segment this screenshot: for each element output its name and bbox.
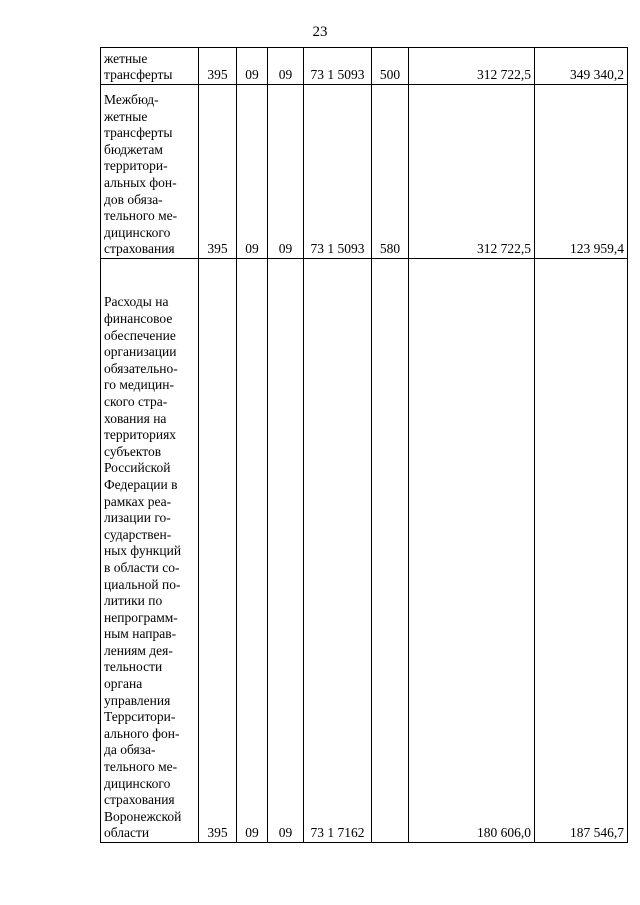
grbs-cell: 395 bbox=[199, 259, 237, 843]
subsection-cell: 09 bbox=[268, 48, 304, 85]
budget-table bbox=[100, 47, 628, 843]
row-description: Расходы на финансовое обеспечение организации обязательно- го медицин- ского стра- хования на территориях субъектов Российской Федерации в рамках реа- лизации го- сударствен- ных функций в области со- циальной по- литики по непрограмм- ным направ- лениям дея- тельности органа управления Террситори- ального фон- да обяза- тельного ме- дицинского страхования Воронежской области bbox=[101, 259, 199, 843]
target-article-cell: 73 1 7162 bbox=[304, 259, 372, 843]
target-article-cell: 73 1 5093 bbox=[304, 85, 372, 259]
row-description: жетные трансферты bbox=[101, 48, 199, 85]
section-cell: 09 bbox=[237, 48, 268, 85]
amount-cell: 123 959,4 bbox=[535, 85, 628, 259]
subsection-cell: 09 bbox=[268, 85, 304, 259]
amount-cell: 180 606,0 bbox=[409, 259, 535, 843]
section-cell: 09 bbox=[237, 85, 268, 259]
section-cell: 09 bbox=[237, 259, 268, 843]
subsection-cell: 09 bbox=[268, 259, 304, 843]
target-article-cell: 73 1 5093 bbox=[304, 48, 372, 85]
table-row bbox=[101, 259, 628, 843]
grbs-cell: 395 bbox=[199, 85, 237, 259]
page-number: 23 bbox=[312, 24, 328, 40]
table-row bbox=[101, 48, 628, 85]
amount-cell: 349 340,2 bbox=[535, 48, 628, 85]
expense-type-cell: 500 bbox=[372, 48, 409, 85]
expense-type-cell bbox=[372, 259, 409, 843]
amount-cell: 312 722,5 bbox=[409, 85, 535, 259]
expense-type-cell: 580 bbox=[372, 85, 409, 259]
row-description: Межбюд- жетные трансферты бюджетам территори- альных фон- дов обяза- тельного ме- дицинского страхования bbox=[101, 85, 199, 259]
table-row bbox=[101, 85, 628, 259]
amount-cell: 187 546,7 bbox=[535, 259, 628, 843]
grbs-cell: 395 bbox=[199, 48, 237, 85]
amount-cell: 312 722,5 bbox=[409, 48, 535, 85]
